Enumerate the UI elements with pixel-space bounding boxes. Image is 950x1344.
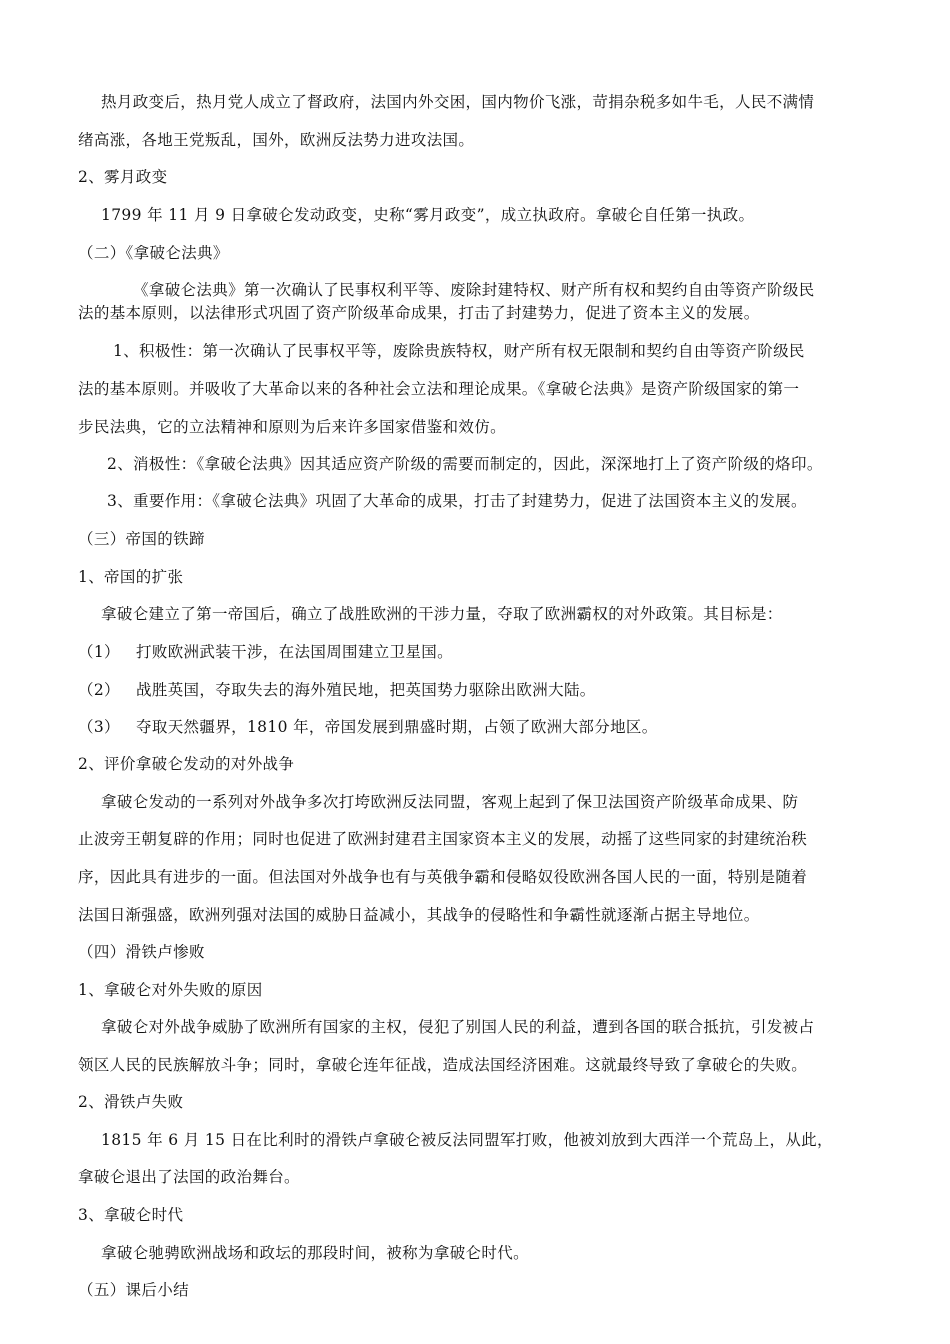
section-heading: 2、雾月政变 (78, 168, 168, 186)
paragraph-line: 序，因此具有进步的一面。但法国对外战争也有与英俄争霸和侵略奴役欧洲各国人民的一面，特别是随着 (78, 868, 808, 886)
list-item (78, 642, 878, 662)
paragraph-line: 拿破仑退出了法国的政治舞台。 (78, 1168, 300, 1186)
paragraph-line: 1799 年 11 月 9 日拿破仑发动政变，史称“雾月政变”，成立执政府。拿破仑自任第一执政。 (101, 206, 755, 224)
section-heading: 1、拿破仑对外失败的原因 (78, 981, 263, 999)
section-heading: 3、拿破仑时代 (78, 1206, 184, 1224)
paragraph-line: 3、重要作用：《拿破仑法典》巩固了大革命的成果，打击了封建势力，促进了法国资本主义的发展。 (107, 492, 807, 510)
section-heading: 2、滑铁卢失败 (78, 1093, 184, 1111)
list-text: 打败欧洲武装干涉，在法国周围建立卫星国。 (136, 643, 454, 661)
paragraph-line: 领区人民的民族解放斗争；同时，拿破仑连年征战，造成法国经济困难。这就最终导致了拿破仑的失败。 (78, 1056, 808, 1074)
list-item (78, 717, 878, 737)
paragraph-line: 《拿破仑法典》第一次确认了民事权利平等、废除封建特权、财产所有权和契约自由等资产阶级民 (133, 281, 815, 299)
list-text: 战胜英国，夺取失去的海外殖民地，把英国势力驱除出欧洲大陆。 (136, 681, 596, 699)
section-heading: 1、帝国的扩张 (78, 568, 184, 586)
paragraph-line: 1、积极性：第一次确认了民事权平等，废除贵族特权，财产所有权无限制和契约自由等资产阶级民 (113, 342, 805, 360)
list-number: （1） (78, 643, 120, 661)
list-item (78, 680, 878, 700)
list-number: （3） (78, 718, 120, 736)
paragraph-line: 1815 年 6 月 15 日在比利时的滑铁卢拿破仑被反法同盟军打败，他被刘放到大西洋一个荒岛上，从此， (101, 1131, 833, 1149)
paragraph-line: 拿破仑建立了第一帝国后，确立了战胜欧洲的干涉力量，夺取了欧洲霸权的对外政策。其目标是： (101, 605, 783, 623)
paragraph-line: 步民法典，它的立法精神和原则为后来许多国家借鉴和效仿。 (78, 418, 506, 436)
section-heading: （五）课后小结 (78, 1281, 189, 1299)
paragraph-line: 法的基本原则。并吸收了大革命以来的各种社会立法和理论成果。《拿破仑法典》是资产阶级国家的第一 (78, 380, 800, 398)
list-text: 夺取天然疆界，1810 年，帝国发展到鼎盛时期，占领了欧洲大部分地区。 (136, 718, 658, 736)
section-heading: （三）帝国的铁蹄 (78, 530, 205, 548)
section-heading: 2、评价拿破仑发动的对外战争 (78, 755, 295, 773)
paragraph-line: 止波旁王朝复辟的作用；同时也促进了欧洲封建君主国家资本主义的发展，动摇了这些同家的封建统治秩 (78, 830, 808, 848)
paragraph-line: 法的基本原则，以法律形式巩固了资产阶级革命成果，打击了封建势力，促进了资本主义的发展。 (78, 304, 760, 322)
paragraph-line: 绪高涨，各地王党叛乱，国外，欧洲反法势力进攻法国。 (78, 131, 475, 149)
paragraph-line: 热月政变后，热月党人成立了督政府，法国内外交困，国内物价飞涨，苛捐杂税多如牛毛，人民不满情 (101, 93, 815, 111)
section-heading: （四）滑铁卢惨败 (78, 943, 205, 961)
list-number: （2） (78, 681, 120, 699)
paragraph-line: 拿破仑发动的一系列对外战争多次打垮欧洲反法同盟，客观上起到了保卫法国资产阶级革命成果、防 (101, 793, 799, 811)
paragraph-line: 拿破仑对外战争威胁了欧洲所有国家的主权，侵犯了别国人民的利益，遭到各国的联合抵抗，引发被占 (101, 1018, 815, 1036)
section-heading: （二）《拿破仑法典》 (78, 244, 229, 262)
paragraph-line: 拿破仑驰骋欧洲战场和政坛的那段时间，被称为拿破仑时代。 (101, 1244, 529, 1262)
paragraph-line: 2、消极性：《拿破仑法典》因其适应资产阶级的需要而制定的，因此，深深地打上了资产阶级的烙印。 (107, 455, 823, 473)
paragraph-line: 法国日渐强盛，欧洲列强对法国的威胁日益减小，其战争的侵略性和争霸性就逐渐占据主导地位。 (78, 906, 760, 924)
